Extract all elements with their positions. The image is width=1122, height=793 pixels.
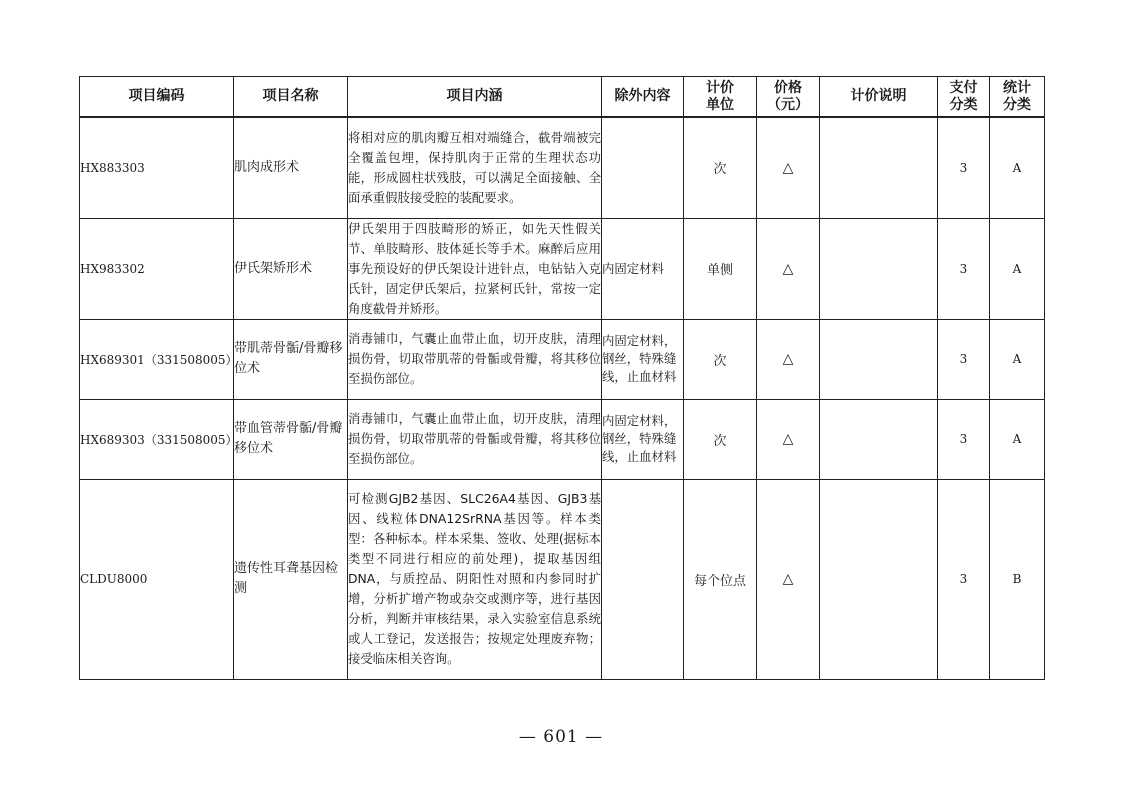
- item-name: 带血管蒂骨骺/骨瓣移位术: [234, 399, 348, 479]
- header-code: 项目编码: [80, 77, 234, 118]
- item-price: △: [757, 319, 820, 399]
- header-price: [757, 77, 820, 118]
- item-unit: 单侧: [684, 218, 757, 319]
- header-price-line1: 价格: [774, 79, 802, 96]
- item-pay-class: 3: [938, 218, 990, 319]
- item-note: [820, 117, 938, 218]
- page-number: — 601 —: [518, 727, 604, 747]
- item-name: 带肌蒂骨骺/骨瓣移位术: [234, 319, 348, 399]
- header-unit-line2: 单位: [706, 96, 734, 113]
- item-note: [820, 399, 938, 479]
- header-name: 项目名称: [234, 77, 348, 118]
- table-row: [80, 479, 1045, 679]
- item-stat-class: B: [990, 479, 1045, 679]
- item-exclusion: 内固定材料，钢丝，特殊缝线，止血材料: [602, 399, 684, 479]
- price-item-table: [79, 76, 1045, 680]
- item-note: [820, 218, 938, 319]
- header-pay-class: [938, 77, 990, 118]
- header-stat-line2: 分类: [1003, 96, 1031, 113]
- item-price: △: [757, 399, 820, 479]
- item-name: 肌肉成形术: [234, 117, 348, 218]
- item-unit: 次: [684, 399, 757, 479]
- header-stat-line1: 统计: [1003, 79, 1031, 96]
- header-content: 项目内涵: [348, 77, 602, 118]
- item-pay-class: 3: [938, 479, 990, 679]
- item-pay-class: 3: [938, 117, 990, 218]
- item-price: △: [757, 117, 820, 218]
- item-exclusion: [602, 117, 684, 218]
- header-pay-line1: 支付: [949, 79, 978, 96]
- item-note: [820, 479, 938, 679]
- item-content: 消毒铺巾，气囊止血带止血，切开皮肤，清理损伤骨，切取带肌蒂的骨骺或骨瓣，将其移位至损伤部位。: [348, 399, 602, 479]
- item-unit: 每个位点: [684, 479, 757, 679]
- header-unit-line1: 计价: [706, 79, 734, 96]
- header-pay-line2: 分类: [949, 96, 978, 113]
- table-row: [80, 218, 1045, 319]
- item-code: HX689301（331508005）: [80, 319, 234, 399]
- item-name: 遗传性耳聋基因检测: [234, 479, 348, 679]
- item-exclusion: [602, 479, 684, 679]
- table-header-row: [80, 77, 1045, 118]
- item-price: △: [757, 218, 820, 319]
- item-stat-class: A: [990, 218, 1045, 319]
- item-exclusion: 内固定材料，钢丝，特殊缝线，止血材料: [602, 319, 684, 399]
- item-code: HX689303（331508005）: [80, 399, 234, 479]
- table-row: [80, 319, 1045, 399]
- item-pay-class: 3: [938, 319, 990, 399]
- item-stat-class: A: [990, 319, 1045, 399]
- header-price-line2: （元）: [767, 96, 809, 113]
- item-content: 消毒铺巾，气囊止血带止血，切开皮肤，清理损伤骨，切取带肌蒂的骨骺或骨瓣，将其移位至损伤部位。: [348, 319, 602, 399]
- item-content: 伊氏架用于四肢畸形的矫正，如先天性假关节、单肢畸形、肢体延长等手术。麻醉后应用事先预设好的伊氏架设计进针点，电钻钻入克氏针，固定伊氏架后，拉紧柯氏针，常按一定角度截骨并矫形。: [348, 218, 602, 319]
- item-code: HX983302: [80, 218, 234, 319]
- item-price: △: [757, 479, 820, 679]
- item-name: 伊氏架矫形术: [234, 218, 348, 319]
- item-unit: 次: [684, 117, 757, 218]
- item-code: HX883303: [80, 117, 234, 218]
- table-row: [80, 399, 1045, 479]
- item-content: 可检测GJB2基因、SLC26A4基因、GJB3基因、线粒体DNA12SrRNA基因等。样本类型：各种标本。样本采集、签收、处理(据标本类型不同进行相应的前处理)，提取基因组DNA，与质控品、阴阳性对照和内参同时扩增，分析扩增产物或杂交或测序等，进行基因分析，判断并审核结果，录入实验室信息系统或人工登记，发送报告；按规定处理废弃物；接受临床相关咨询。: [348, 479, 602, 679]
- item-exclusion: 内固定材料: [602, 218, 684, 319]
- item-pay-class: 3: [938, 399, 990, 479]
- item-stat-class: A: [990, 399, 1045, 479]
- item-note: [820, 319, 938, 399]
- item-stat-class: A: [990, 117, 1045, 218]
- header-unit: [684, 77, 757, 118]
- table-row: [80, 117, 1045, 218]
- item-content: 将相对应的肌肉瓣互相对端缝合，截骨端被完全覆盖包埋，保持肌肉于正常的生理状态功能，形成圆柱状残肢，可以满足全面接触、全面承重假肢接受腔的装配要求。: [348, 117, 602, 218]
- header-exclusion: 除外内容: [602, 77, 684, 118]
- item-code: CLDU8000: [80, 479, 234, 679]
- item-unit: 次: [684, 319, 757, 399]
- header-note: 计价说明: [820, 77, 938, 118]
- header-stat-class: [990, 77, 1045, 118]
